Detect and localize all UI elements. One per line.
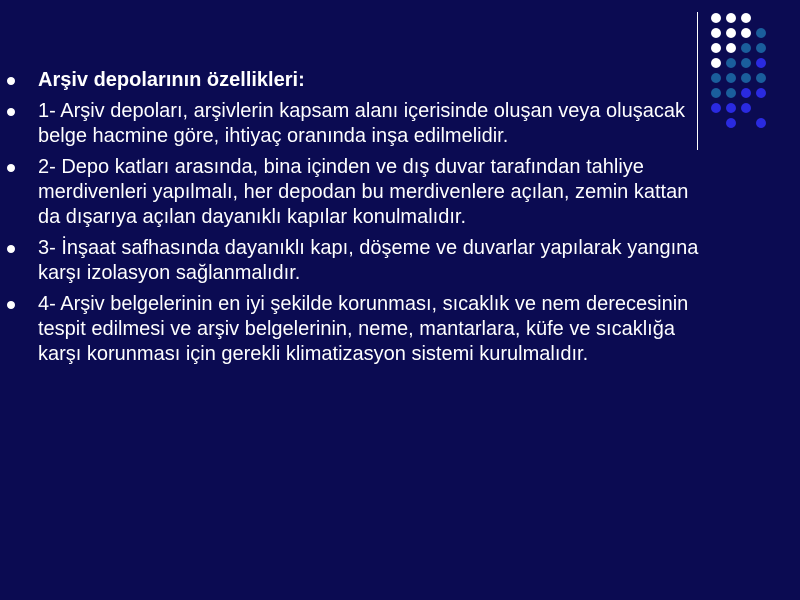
decorative-dot <box>711 88 721 98</box>
decorative-dot <box>741 28 751 38</box>
list-heading <box>0 68 700 93</box>
decorative-dot <box>726 73 736 83</box>
decorative-dot <box>726 43 736 53</box>
decorative-dot <box>711 58 721 68</box>
list-item-text: 2- Depo katları arasında, bina içinden ve dış duvar tarafından tahliye merdivenleri yapılmalı, her depodan bu merdivenlere açılan, zemin kattan da dışarıya açılan dayanıklı kapılar konulmalıdır. <box>38 156 689 228</box>
decorative-dot <box>741 13 751 23</box>
decorative-dot <box>726 58 736 68</box>
decorative-dot <box>726 28 736 38</box>
decorative-dot <box>726 103 736 113</box>
bullet-dot-icon <box>7 301 15 309</box>
list-item-text: 3- İnşaat safhasında dayanıklı kapı, döşeme ve duvarlar yapılarak yangına karşı izolasyon sağlanmalıdır. <box>38 237 699 284</box>
list-item <box>0 99 700 149</box>
bullet-dot-icon <box>7 164 15 172</box>
list-item <box>0 292 700 367</box>
bullet-dot-icon <box>7 108 15 116</box>
decorative-dot <box>741 88 751 98</box>
decorative-dot <box>711 13 721 23</box>
decorative-dot <box>711 43 721 53</box>
decorative-dot <box>741 103 751 113</box>
decorative-dot <box>756 73 766 83</box>
decorative-dot <box>756 28 766 38</box>
decorative-dot <box>756 118 766 128</box>
bullet-list <box>0 68 700 373</box>
decorative-dot <box>741 58 751 68</box>
decorative-dot <box>756 88 766 98</box>
list-item <box>0 236 700 286</box>
decorative-dot <box>756 43 766 53</box>
decorative-dot <box>726 88 736 98</box>
decorative-dot <box>711 28 721 38</box>
list-item-text: 4- Arşiv belgelerinin en iyi şekilde korunması, sıcaklık ve nem derecesinin tespit edilmesi ve arşiv belgelerinin, neme, mantarlara, küfe ve sıcaklığa karşı korunması için gerekli klimatizasyon sistemi kurulmalıdır. <box>38 293 689 365</box>
decorative-dot <box>711 103 721 113</box>
bullet-dot-icon <box>7 77 15 85</box>
heading-text: Arşiv depolarının özellikleri: <box>38 69 305 91</box>
decorative-dot <box>741 43 751 53</box>
decorative-dot <box>741 73 751 83</box>
decorative-dot <box>726 13 736 23</box>
bullet-dot-icon <box>7 245 15 253</box>
decorative-dot-grid <box>711 13 791 129</box>
decorative-dot <box>726 118 736 128</box>
decorative-dot <box>711 73 721 83</box>
list-item <box>0 155 700 230</box>
decorative-dot <box>756 58 766 68</box>
list-item-text: 1- Arşiv depoları, arşivlerin kapsam alanı içerisinde oluşan veya oluşacak belge hacmine göre, ihtiyaç oranında inşa edilmelidir. <box>38 100 685 147</box>
